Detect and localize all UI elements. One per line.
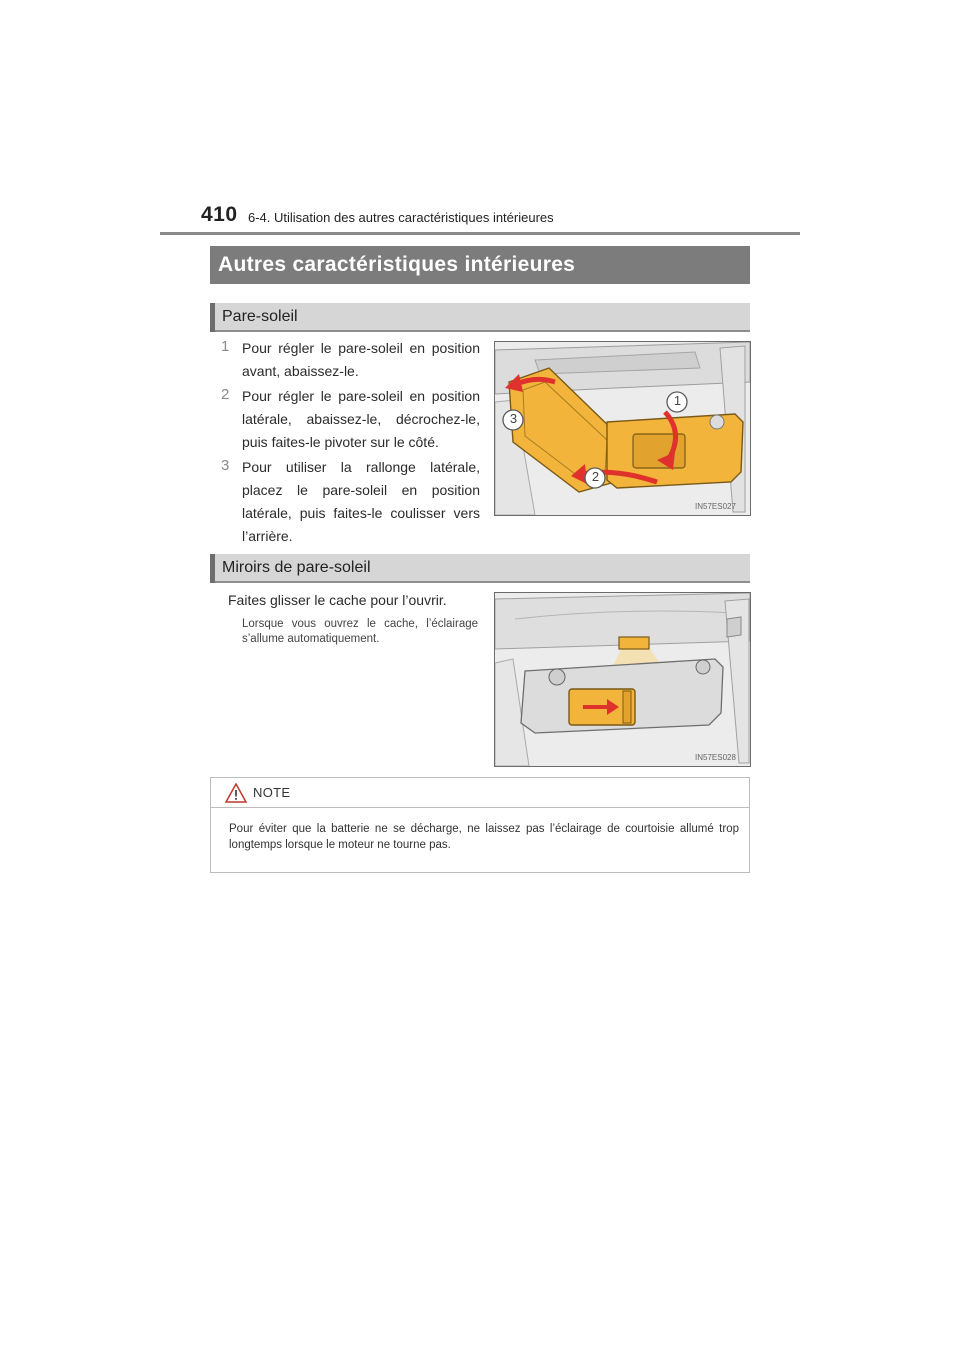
section-bar-sun-visor (210, 303, 750, 332)
step-text-2: Pour régler le pare-soleil en position latérale, abaissez-le, décrochez-le, puis faites-le pivoter sur le côté. (242, 388, 480, 450)
page-number: 410 (201, 203, 238, 226)
step-text-3: Pour utiliser la rallonge latérale, placez le pare-soleil en position latérale, puis faites-le coulisser vers l’arrière. (242, 459, 480, 544)
step-number-2: 2 (221, 386, 230, 403)
main-title-bar (210, 246, 750, 284)
note-text: Pour éviter que la batterie ne se décharge, ne laissez pas l’éclairage de courtoisie allumé trop longtemps lorsque le moteur ne tourne pas. (229, 823, 739, 851)
figure-code: IN57ES028 (695, 753, 736, 762)
main-title: Autres caractéristiques intérieures (218, 253, 576, 276)
sun-visor-illustration (494, 341, 751, 516)
figure-code: IN57ES027 (695, 502, 736, 511)
step-text-1: Pour régler le pare-soleil en position avant, abaissez-le. (242, 340, 480, 379)
note-header (211, 778, 749, 808)
note-label: NOTE (253, 785, 291, 800)
vanity-mirror-illustration (494, 592, 751, 767)
header-rule (160, 232, 800, 235)
mirror-subnote: Lorsque vous ouvrez le cache, l’éclairage s’allume automatiquement. (242, 618, 478, 645)
section-mark (210, 303, 215, 332)
section-title-mirrors: Miroirs de pare-soleil (222, 559, 371, 576)
section-title-sun-visor: Pare-soleil (222, 308, 298, 325)
callout-1: 1 (673, 393, 682, 408)
section-mark (210, 554, 215, 583)
vanity-mirror-drawing (495, 593, 750, 766)
callout-2: 2 (591, 469, 600, 484)
running-head: 6-4. Utilisation des autres caractéristiques intérieures (248, 210, 554, 225)
step-number-1: 1 (221, 338, 230, 355)
section-bar-mirrors (210, 554, 750, 583)
mirror-instruction: Faites glisser le cache pour l’ouvrir. (228, 592, 447, 608)
sun-visor-drawing (495, 342, 750, 515)
callout-3: 3 (509, 411, 518, 426)
step-number-3: 3 (221, 457, 230, 474)
warning-triangle-icon (225, 783, 247, 803)
note-box (210, 777, 750, 873)
